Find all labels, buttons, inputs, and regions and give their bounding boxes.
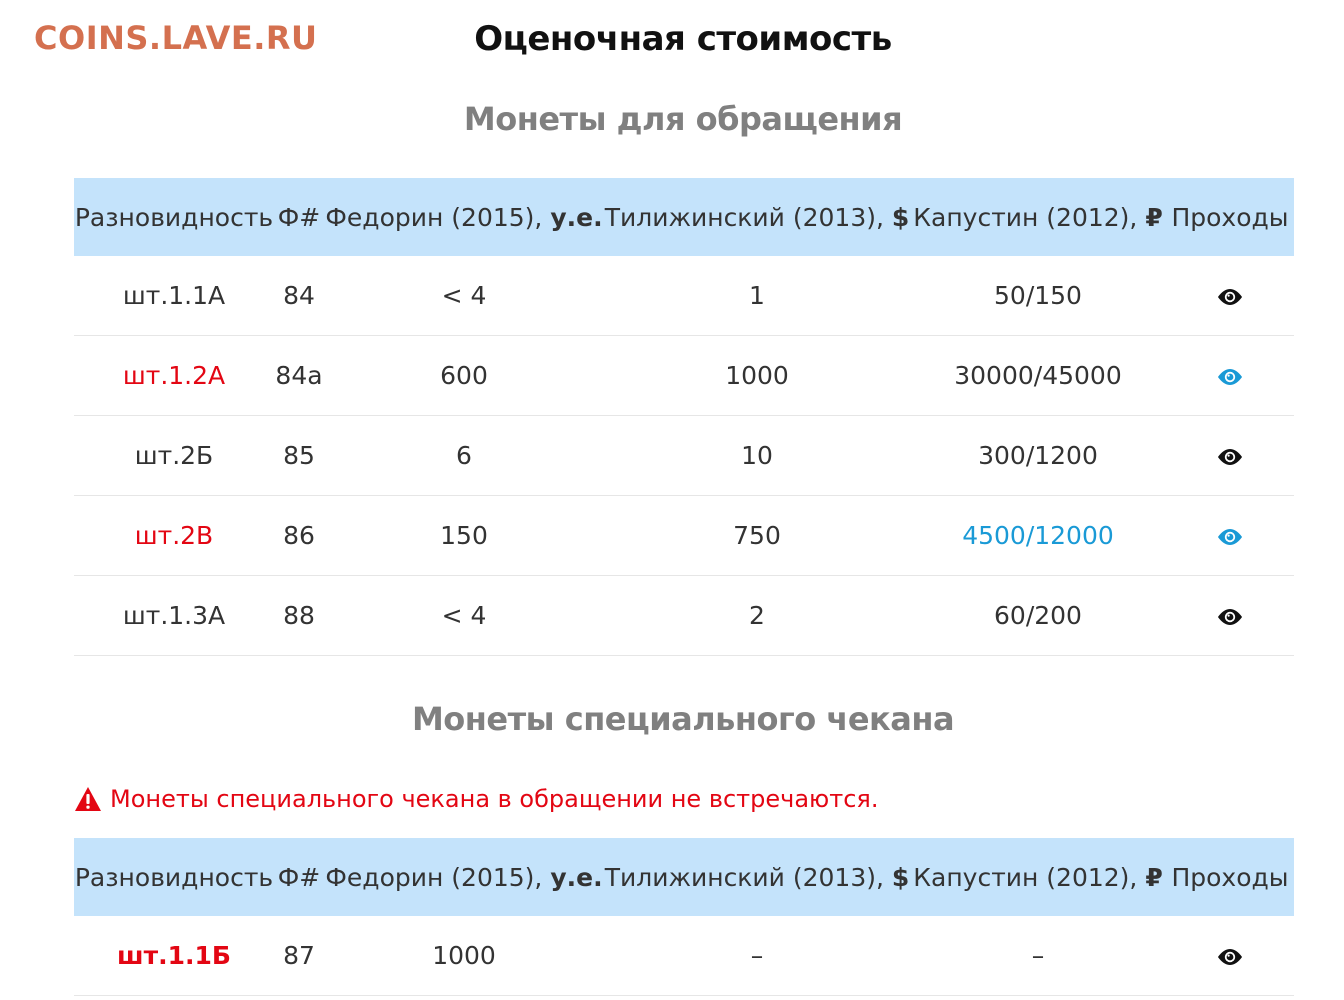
eye-icon[interactable] <box>1215 607 1245 627</box>
cell-kapustin: 60/200 <box>910 576 1166 656</box>
table-row <box>74 336 1294 416</box>
warning-icon <box>74 786 102 812</box>
column-header-fedorin-unit: у.е. <box>550 202 603 232</box>
cell-fedorin: < 4 <box>324 256 604 336</box>
column-header-fedorin[interactable] <box>324 838 604 916</box>
cell-variety: шт.1.3А <box>74 576 274 656</box>
table-header-row <box>74 178 1294 256</box>
column-header-tilizhinsky-unit: $ <box>891 862 910 892</box>
column-header-tilizhinsky[interactable] <box>604 178 910 256</box>
column-header-kapustin[interactable] <box>910 838 1166 916</box>
column-header-kapustin-label: Капустин (2012), <box>913 862 1146 892</box>
table-header-row <box>74 838 1294 916</box>
cell-variety: шт.1.1А <box>74 256 274 336</box>
eye-icon[interactable] <box>1215 527 1245 547</box>
warning-text: Монеты специального чекана в обращении не встречаются. <box>110 785 879 813</box>
cell-passes <box>1166 916 1294 996</box>
cell-f-num: 84а <box>274 336 324 416</box>
cell-passes <box>1166 416 1294 496</box>
column-header-kapustin-unit: ₽ <box>1145 862 1163 892</box>
cell-tilizhinsky: 1 <box>604 256 910 336</box>
cell-fedorin: 6 <box>324 416 604 496</box>
cell-tilizhinsky: 750 <box>604 496 910 576</box>
section-title-circulation: Монеты для обращения <box>463 100 903 138</box>
special-price-table <box>74 838 1294 996</box>
site-logo[interactable]: COINS.LAVE.RU <box>34 19 318 57</box>
column-header-tilizhinsky-label: Тилижинский (2013), <box>604 862 892 892</box>
cell-variety[interactable]: шт.1.2А <box>74 336 274 416</box>
column-header-passes: Проходы <box>1166 838 1294 916</box>
cell-kapustin: – <box>910 916 1166 996</box>
column-header-tilizhinsky[interactable] <box>604 838 910 916</box>
cell-passes <box>1166 336 1294 416</box>
cell-variety: шт.2Б <box>74 416 274 496</box>
eye-icon[interactable] <box>1215 287 1245 307</box>
eye-icon[interactable] <box>1215 947 1245 967</box>
column-header-variety[interactable]: Разновидность <box>74 838 274 916</box>
cell-tilizhinsky: 2 <box>604 576 910 656</box>
page-title: Оценочная стоимость <box>474 19 892 59</box>
cell-variety[interactable]: шт.1.1Б <box>74 916 274 996</box>
cell-tilizhinsky: – <box>604 916 910 996</box>
column-header-f-num[interactable]: Ф# <box>274 838 324 916</box>
cell-fedorin: < 4 <box>324 576 604 656</box>
table-row <box>74 496 1294 576</box>
special-warning <box>74 780 878 818</box>
cell-fedorin: 150 <box>324 496 604 576</box>
column-header-tilizhinsky-unit: $ <box>891 202 910 232</box>
column-header-fedorin-label: Федорин (2015), <box>325 862 551 892</box>
cell-tilizhinsky: 1000 <box>604 336 910 416</box>
cell-kapustin-link[interactable]: 4500/12000 <box>910 496 1166 576</box>
column-header-fedorin-unit: у.е. <box>550 862 603 892</box>
section-title-special: Монеты специального чекана <box>411 700 955 738</box>
table-row <box>74 576 1294 656</box>
cell-passes <box>1166 496 1294 576</box>
cell-f-num: 86 <box>274 496 324 576</box>
column-header-passes: Проходы <box>1166 178 1294 256</box>
cell-fedorin: 1000 <box>324 916 604 996</box>
column-header-f-num[interactable]: Ф# <box>274 178 324 256</box>
cell-fedorin: 600 <box>324 336 604 416</box>
eye-icon[interactable] <box>1215 447 1245 467</box>
cell-f-num: 84 <box>274 256 324 336</box>
cell-tilizhinsky: 10 <box>604 416 910 496</box>
cell-passes <box>1166 256 1294 336</box>
cell-f-num: 88 <box>274 576 324 656</box>
circulation-price-table <box>74 178 1294 656</box>
table-row <box>74 416 1294 496</box>
cell-f-num: 87 <box>274 916 324 996</box>
cell-variety[interactable]: шт.2В <box>74 496 274 576</box>
cell-kapustin: 50/150 <box>910 256 1166 336</box>
column-header-fedorin[interactable] <box>324 178 604 256</box>
column-header-kapustin[interactable] <box>910 178 1166 256</box>
cell-kapustin: 300/1200 <box>910 416 1166 496</box>
column-header-variety[interactable]: Разновидность <box>74 178 274 256</box>
table-row <box>74 256 1294 336</box>
column-header-kapustin-unit: ₽ <box>1145 202 1163 232</box>
eye-icon[interactable] <box>1215 367 1245 387</box>
cell-kapustin: 30000/45000 <box>910 336 1166 416</box>
column-header-tilizhinsky-label: Тилижинский (2013), <box>604 202 892 232</box>
cell-f-num: 85 <box>274 416 324 496</box>
column-header-kapustin-label: Капустин (2012), <box>913 202 1146 232</box>
table-row <box>74 916 1294 996</box>
cell-passes <box>1166 576 1294 656</box>
column-header-fedorin-label: Федорин (2015), <box>325 202 551 232</box>
